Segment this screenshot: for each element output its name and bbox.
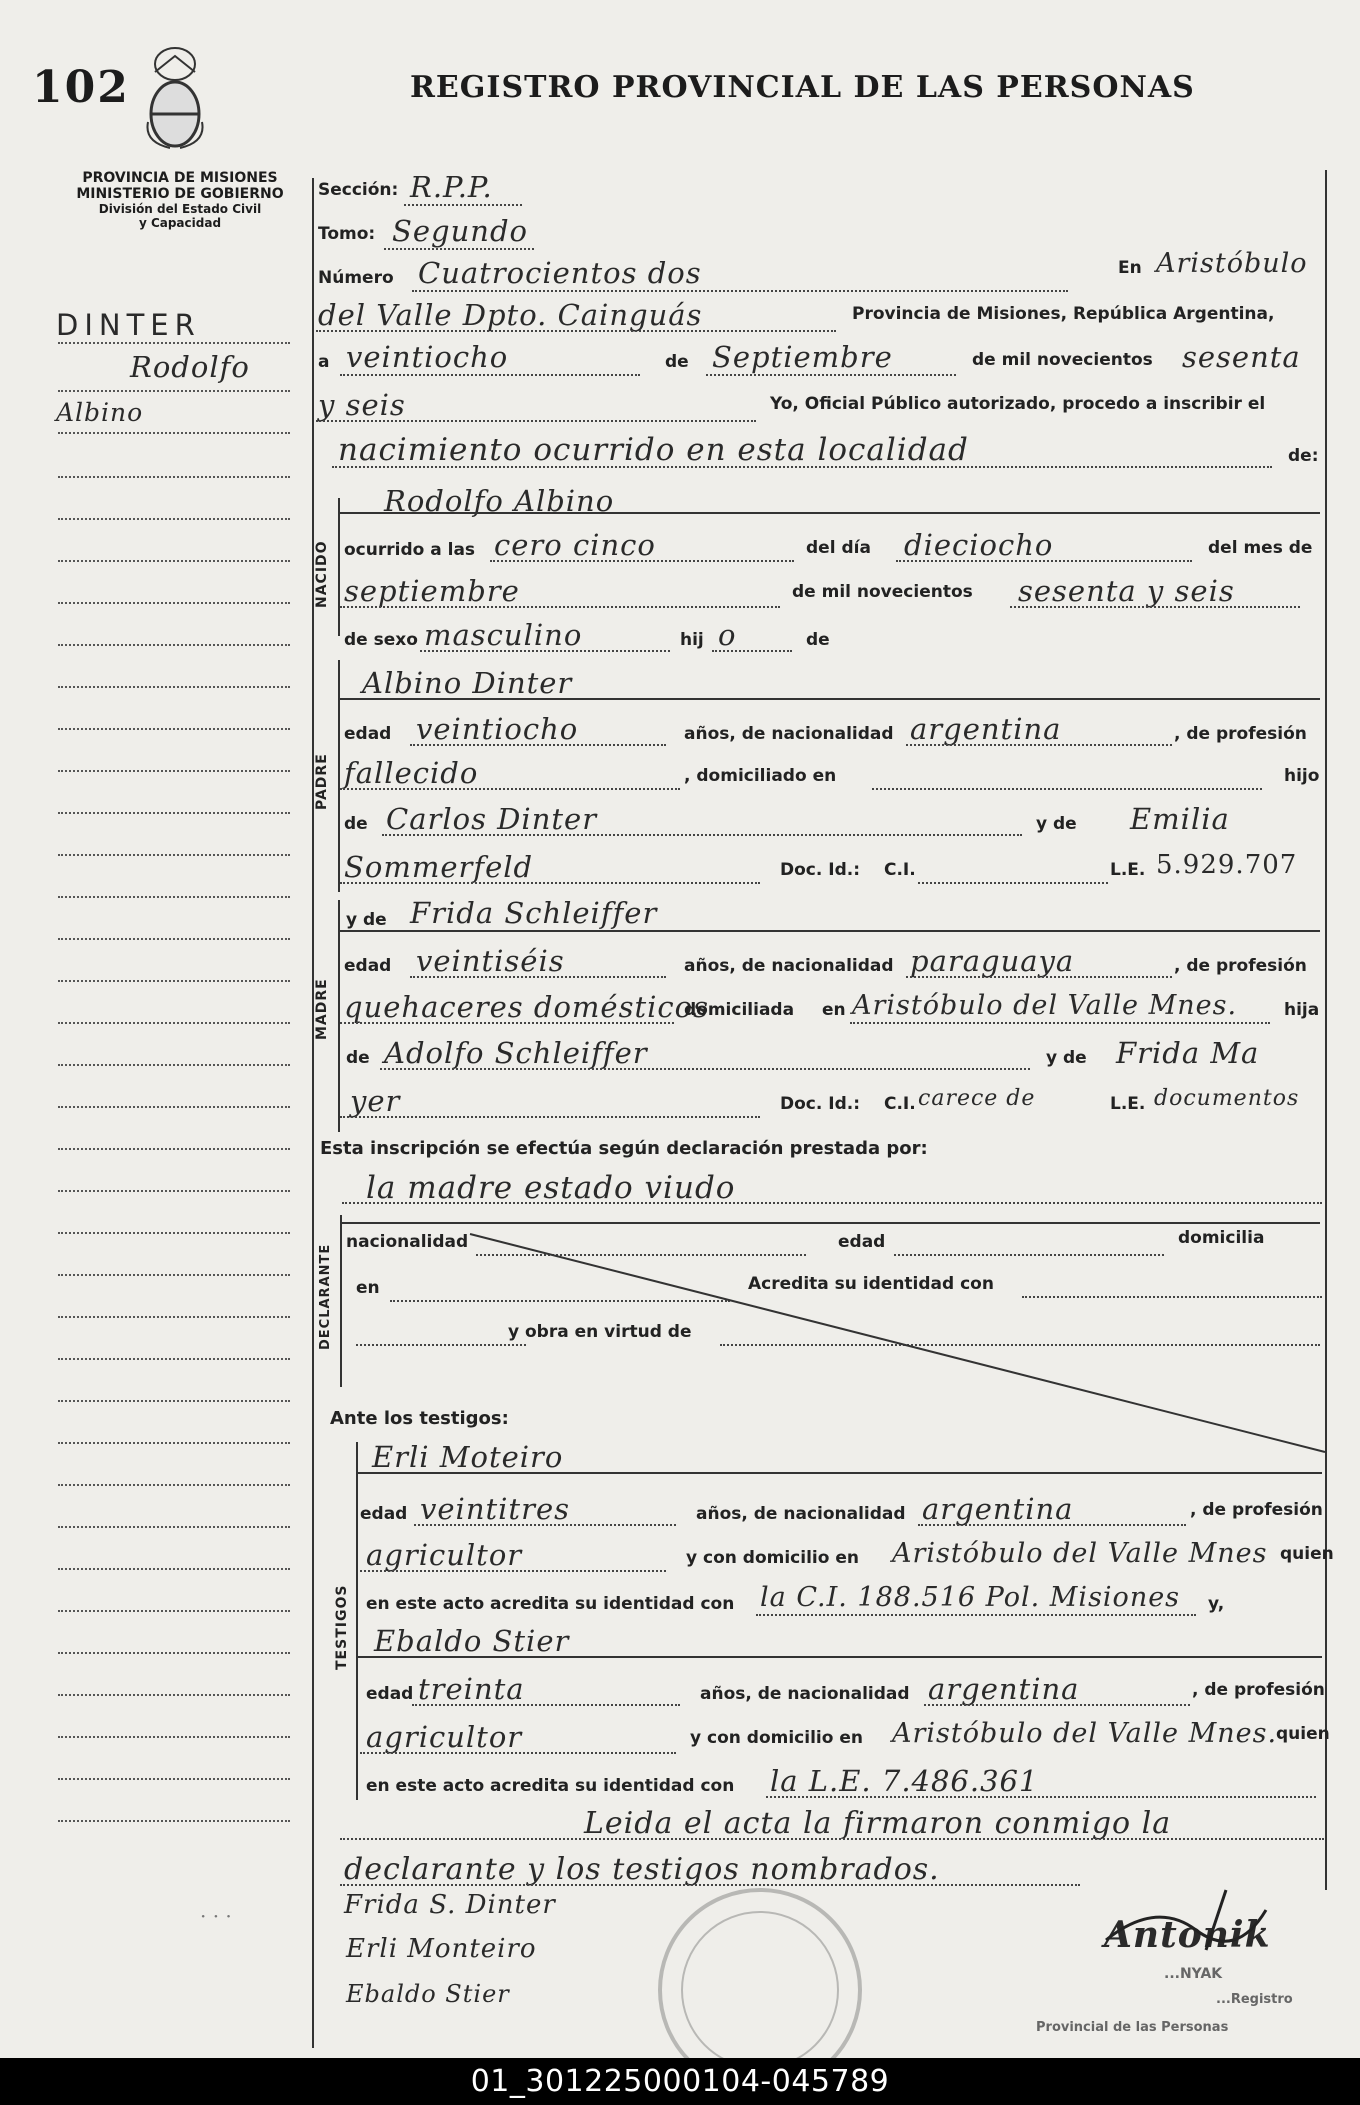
signature-oficial: Antonik	[1104, 1914, 1271, 1956]
de-label: de	[665, 352, 689, 372]
padre-doc-label: Doc. Id.:	[780, 860, 860, 880]
padre-madre-de-2: Sommerfeld	[344, 850, 534, 884]
en-label: En	[1118, 258, 1142, 278]
declarante-edad-label: edad	[838, 1232, 886, 1252]
t2-domicilio: Aristóbulo del Valle Mnes.	[892, 1718, 1278, 1749]
office-line: y Capacidad	[138, 216, 222, 230]
office-block	[60, 170, 300, 230]
padre-ci-label: C.I.	[884, 860, 916, 880]
declarante-dom-label: domicilia	[1178, 1228, 1265, 1248]
official-round-stamp	[640, 1880, 880, 2064]
t2-quien-label: quien	[1276, 1724, 1330, 1744]
madre-yde-label: y de	[346, 910, 387, 930]
t1-quien-label: quien	[1280, 1544, 1334, 1564]
declarante-acredita-label: Acredita su identidad con	[748, 1274, 994, 1294]
yo-text: Yo, Oficial Público autorizado, procedo a inscribir el	[770, 394, 1266, 414]
mes-registro: Septiembre	[712, 340, 893, 374]
coat-of-arms-seal	[140, 42, 210, 156]
declarante-nac-label: nacionalidad	[346, 1232, 469, 1252]
padre-nombre: Albino Dinter	[362, 666, 573, 700]
declaracion-value: la madre estado viudo	[366, 1170, 736, 1206]
t2-nac-label: años, de nacionalidad	[700, 1684, 910, 1704]
madre-nacionalidad: paraguaya	[910, 944, 1075, 978]
madre-ci-value: carece de	[918, 1086, 1036, 1111]
nacido-nombre: Rodolfo Albino	[384, 484, 615, 518]
madre-en-label: en	[822, 1000, 846, 1020]
madre-le-value: documentos	[1154, 1086, 1300, 1111]
madre-yde2-label: y de	[1046, 1048, 1087, 1068]
madre-nac-label: años, de nacionalidad	[684, 956, 894, 976]
section-label-padre: PADRE	[314, 753, 330, 810]
madre-edad: veintiséis	[416, 944, 565, 978]
t2-acredita-label: en este acto acredita su identidad con	[366, 1776, 735, 1796]
t1-dom-label: y con domicilio en	[686, 1548, 859, 1568]
madre-profesion: quehaceres domésticos	[344, 990, 709, 1024]
madre-madre-de-1: Frida Ma	[1116, 1036, 1260, 1070]
madre-edad-label: edad	[344, 956, 392, 976]
mil-label: de mil novecientos	[972, 350, 1153, 370]
cierre-linea1: Leida el acta la firmaron conmigo la	[584, 1806, 1172, 1841]
a-label: a	[318, 352, 330, 372]
padre-nacionalidad: argentina	[910, 712, 1062, 746]
office-line: MINISTERIO DE GOBIERNO	[76, 186, 284, 202]
section-label-nacido: NACIDO	[314, 540, 330, 608]
declarante-obra-label: y obra en virtud de	[508, 1322, 692, 1342]
de-colon: de:	[1288, 446, 1319, 466]
del-dia-label: del día	[806, 538, 871, 558]
madre-de-label: de	[346, 1048, 370, 1068]
t2-dom-label: y con domicilio en	[690, 1728, 863, 1748]
stamp-text-3: Provincial de las Personas	[1036, 2020, 1229, 2035]
document-title: REGISTRO PROVINCIAL DE LAS PERSONAS	[410, 70, 1195, 105]
signature-testigo2: Ebaldo Stier	[346, 1980, 510, 2008]
t2-prof-label: , de profesión	[1192, 1680, 1325, 1700]
madre-ci-label: C.I.	[884, 1094, 916, 1114]
padre-yde-label: y de	[1036, 814, 1077, 834]
nacido-dia: dieciocho	[904, 528, 1054, 562]
t1-domicilio: Aristóbulo del Valle Mnes	[892, 1538, 1268, 1569]
padre-le-label: L.E.	[1110, 860, 1146, 880]
office-line: PROVINCIA DE MISIONES	[82, 170, 278, 186]
madre-nombre: Frida Schleiffer	[410, 896, 658, 930]
nacido-hora: cero cinco	[494, 528, 656, 562]
ink-dots: · · ·	[200, 1904, 232, 1928]
t1-prof-label: , de profesión	[1190, 1500, 1323, 1520]
madre-domicilio: Aristóbulo del Valle Mnes.	[852, 990, 1238, 1021]
signature-madre: Frida S. Dinter	[344, 1890, 556, 1920]
image-id-footer: 01_301225000104-045789	[0, 2058, 1360, 2105]
padre-de-label: de	[344, 814, 368, 834]
tomo-label: Tomo:	[318, 224, 376, 244]
hij-de-label: de	[806, 630, 830, 650]
declarante-en-label: en	[356, 1278, 380, 1298]
hij-suffix: o	[718, 618, 737, 652]
padre-dom-label: , domiciliado en	[684, 766, 837, 786]
nacido-anio: sesenta y seis	[1018, 574, 1235, 608]
section-label-declarante: DECLARANTE	[318, 1243, 333, 1350]
t2-nacionalidad: argentina	[928, 1672, 1080, 1706]
numero-label: Número	[318, 268, 394, 288]
stamp-text-2: ...Registro	[1216, 1992, 1293, 2007]
t2-edad: treinta	[418, 1672, 525, 1706]
office-line: División del Estado Civil	[98, 202, 262, 216]
padre-nac-label: años, de nacionalidad	[684, 724, 894, 744]
madre-madre-de-2: yer	[350, 1084, 401, 1118]
lugar-value-1: Aristóbulo	[1156, 248, 1308, 279]
hij-label: hij	[680, 630, 704, 650]
madre-doc-label: Doc. Id.:	[780, 1094, 860, 1114]
anio-registro-1: sesenta	[1182, 340, 1301, 374]
ocurrido-label: ocurrido a las	[344, 540, 476, 560]
padre-hijo-label: hijo	[1284, 766, 1320, 786]
section-label-testigos: TESTIGOS	[334, 1584, 350, 1670]
padre-edad-label: edad	[344, 724, 392, 744]
madre-le-label: L.E.	[1110, 1094, 1146, 1114]
testigo1-nombre: Erli Moteiro	[372, 1440, 564, 1474]
testigo2-nombre: Ebaldo Stier	[374, 1624, 570, 1658]
folio-number: 102	[32, 62, 130, 113]
t2-documento: la L.E. 7.486.361	[770, 1764, 1039, 1798]
sexo-label: de sexo	[344, 630, 418, 650]
del-mes-label: del mes de	[1208, 538, 1313, 558]
t1-edad: veintitres	[420, 1492, 570, 1526]
t1-profesion: agricultor	[366, 1538, 523, 1572]
signature-flourish	[1096, 1880, 1276, 1964]
acto-value: nacimiento ocurrido en esta localidad	[338, 432, 969, 468]
nacido-mil-label: de mil novecientos	[792, 582, 973, 602]
madre-padre-de: Adolfo Schleiffer	[384, 1036, 648, 1070]
t1-nac-label: años, de nacionalidad	[696, 1504, 906, 1524]
seccion-label: Sección:	[318, 180, 399, 200]
margin-surname: DINTER	[56, 308, 201, 342]
t1-documento: la C.I. 188.516 Pol. Misiones	[760, 1582, 1181, 1613]
t1-edad-label: edad	[360, 1504, 408, 1524]
madre-prof-label: , de profesión	[1174, 956, 1307, 976]
t1-y-label: y,	[1208, 1594, 1225, 1614]
tomo-value: Segundo	[392, 214, 528, 248]
t1-nacionalidad: argentina	[922, 1492, 1074, 1526]
t2-profesion: agricultor	[366, 1720, 523, 1754]
testigos-label: Ante los testigos:	[330, 1408, 509, 1429]
madre-hija-label: hija	[1284, 1000, 1320, 1020]
madre-dom-label: domiciliada	[684, 1000, 795, 1020]
nacido-sexo: masculino	[424, 618, 583, 652]
dia-registro: veintiocho	[346, 340, 509, 374]
padre-profesion: fallecido	[344, 756, 479, 790]
provincia-text: Provincia de Misiones, República Argentina,	[852, 304, 1275, 324]
declaracion-label: Esta inscripción se efectúa según declaración prestada por:	[320, 1138, 928, 1159]
padre-madre-de-1: Emilia	[1130, 802, 1230, 836]
signature-testigo1: Erli Monteiro	[346, 1934, 537, 1964]
cierre-linea2: declarante y los testigos nombrados.	[344, 1852, 940, 1887]
margin-name1: Rodolfo	[130, 350, 250, 384]
padre-padre-de: Carlos Dinter	[386, 802, 598, 836]
numero-value: Cuatrocientos dos	[418, 256, 702, 290]
lugar-value-2: del Valle Dpto. Cainguás	[318, 298, 703, 332]
t2-edad-label: edad	[366, 1684, 414, 1704]
cancellation-line	[340, 1222, 1330, 1466]
seccion-value: R.P.P.	[410, 170, 493, 204]
margin-name2: Albino	[56, 398, 144, 427]
padre-le-num: 5.929.707	[1156, 850, 1298, 880]
anio-registro-2: y seis	[318, 388, 406, 422]
stamp-text-1: ...NYAK	[1164, 1966, 1223, 1982]
padre-edad: veintiocho	[416, 712, 579, 746]
section-label-madre: MADRE	[314, 978, 330, 1040]
padre-prof-label: , de profesión	[1174, 724, 1307, 744]
t1-acredita-label: en este acto acredita su identidad con	[366, 1594, 735, 1614]
nacido-mes: septiembre	[344, 574, 520, 608]
